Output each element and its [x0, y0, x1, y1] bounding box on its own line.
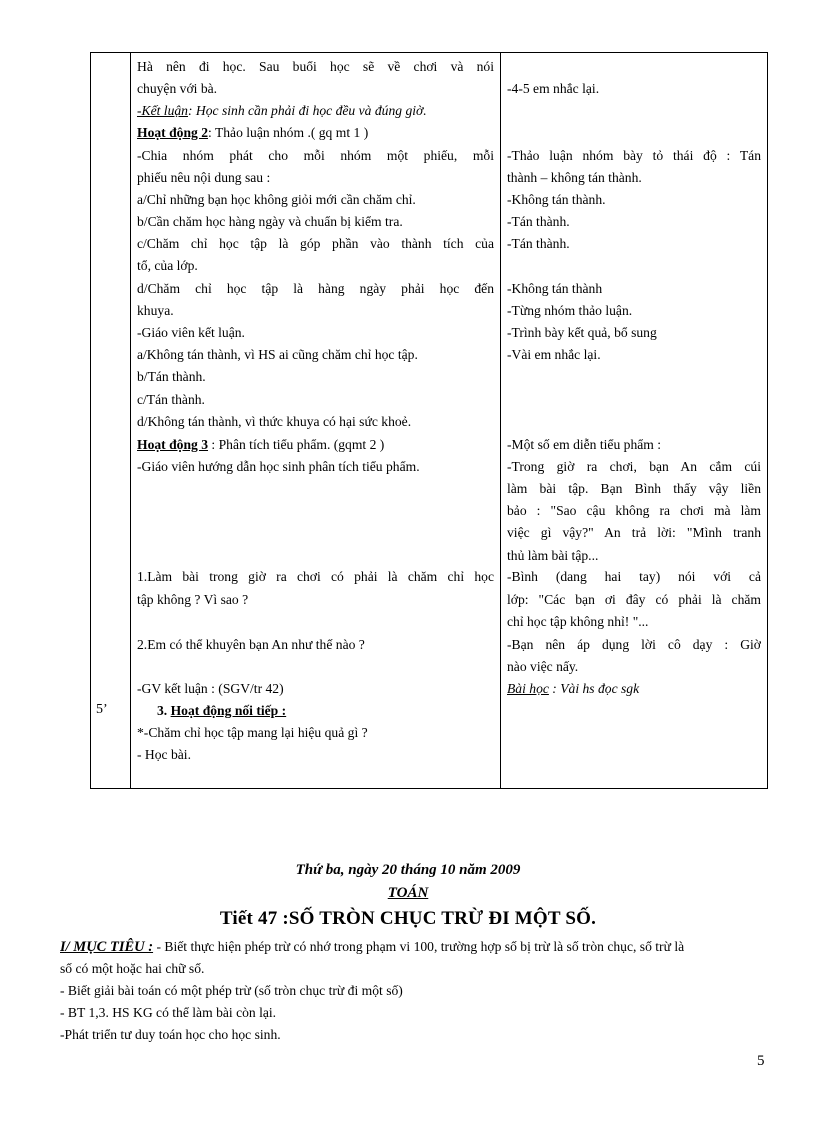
teacher-line: -Giáo viên kết luận. [137, 325, 245, 340]
objectives-label: I/ MỤC TIÊU : [60, 939, 154, 955]
student-line: -Trong giờ ra chơi, bạn An cắm cúi [507, 459, 761, 474]
student-line: thành – không tán thành. [507, 170, 642, 185]
activity-3-heading [137, 436, 494, 453]
lesson-summary-line [507, 680, 761, 697]
followup-heading [157, 702, 494, 719]
teacher-line: c/Tán thành. [137, 392, 205, 407]
followup-label: Hoạt động nối tiếp : [170, 703, 287, 718]
conclusion-text: : Học sinh cần phải đi học đều và đúng giờ. [187, 103, 427, 118]
student-line: -Một số em diễn tiểu phẩm : [507, 437, 662, 452]
student-line: -Từng nhóm thảo luận. [507, 303, 633, 318]
time-label: 5’ [96, 702, 108, 717]
objective-heading-line [60, 938, 766, 956]
activity-2-heading [137, 124, 494, 141]
teacher-line: a/Không tán thành, vì HS ai cũng chăm chỉ học tập. [137, 347, 418, 362]
student-line: chỉ học tập không nhỉ! "... [507, 614, 649, 629]
teacher-line: 2.Em có thể khuyên bạn An như thế nào ? [137, 637, 365, 652]
objective-line: - BT 1,3. HS KG có thể làm bài còn lại. [60, 1005, 277, 1020]
conclusion-label: -Kết luận [137, 103, 188, 118]
student-line: -Bình (dang hai tay) nói với cả [507, 569, 761, 584]
subject-heading: TOÁN [387, 885, 429, 901]
student-line: thủ làm bài tập... [507, 548, 599, 563]
objective-line: - Biết giải bài toán có một phép trừ (số tròn chục trừ đi một số) [60, 983, 403, 998]
teacher-line: -GV kết luận : (SGV/tr 42) [137, 681, 284, 696]
student-line: -Tán thành. [507, 214, 570, 229]
day-heading: Thứ ba, ngày 20 tháng 10 năm 2009 [295, 862, 521, 878]
student-line: -Trình bày kết quả, bổ sung [507, 325, 657, 340]
objective-text: - Biết thực hiện phép trừ có nhớ trong phạm vi 100, trường hợp số bị trừ là số tròn chục, số trừ là [153, 939, 685, 954]
student-line: nào việc nấy. [507, 659, 579, 674]
student-line: -Không tán thành. [507, 192, 606, 207]
student-line: -4-5 em nhắc lại. [507, 81, 600, 96]
student-line: -Không tán thành [507, 281, 603, 296]
teacher-line: 1.Làm bài trong giờ ra chơi có phải là chăm chỉ học [137, 569, 494, 584]
objective-line: -Phát triển tư duy toán học cho học sinh. [60, 1027, 281, 1042]
teacher-line: Hà nên đi học. Sau buổi học sẽ về chơi và nói [137, 59, 494, 74]
page-number: 5 [757, 1053, 765, 1069]
teacher-line: b/Tán thành. [137, 369, 206, 384]
activity-3-label: Hoạt động 3 [137, 437, 209, 452]
teacher-line: a/Chỉ những bạn học không giỏi mới cần chăm chỉ. [137, 192, 416, 207]
student-line: -Vài em nhắc lại. [507, 347, 601, 362]
teacher-activity-column [131, 53, 501, 788]
lesson-plan-table [90, 52, 768, 789]
teacher-line: b/Cần chăm học hàng ngày và chuẩn bị kiểm tra. [137, 214, 403, 229]
student-line: -Thảo luận nhóm bày tỏ thái độ : Tán [507, 148, 761, 163]
student-line: làm bài tập. Bạn Bình thấy vậy liền [507, 481, 761, 496]
teacher-line: - Học bài. [137, 747, 191, 762]
teacher-line: c/Chăm chỉ học tập là góp phần vào thành tích của [137, 236, 494, 251]
time-column [91, 53, 131, 788]
lesson-label: Bài học [507, 681, 549, 696]
teacher-line: tổ, của lớp. [137, 258, 198, 273]
objective-line: số có một hoặc hai chữ số. [60, 961, 205, 976]
teacher-line: tập không ? Vì sao ? [137, 592, 249, 607]
teacher-line: -Chia nhóm phát cho mỗi nhóm một phiếu, mỗi [137, 148, 494, 163]
lesson-title: Tiết 47 :SỐ TRÒN CHỤC TRỪ ĐI MỘT SỐ. [219, 908, 597, 929]
teacher-line: d/Không tán thành, vì thức khuya có hại sức khoẻ. [137, 414, 412, 429]
teacher-line: khuya. [137, 303, 174, 318]
student-line: -Bạn nên áp dụng lời cô dạy : Giờ [507, 637, 761, 652]
activity-3-text: : Phân tích tiểu phẩm. (gqmt 2 ) [208, 437, 385, 452]
teacher-line: chuyện với bà. [137, 81, 218, 96]
student-line: bảo : "Sao cậu không ra chơi mà làm [507, 503, 761, 518]
followup-number: 3. [157, 703, 168, 718]
activity-2-label: Hoạt động 2 [137, 125, 209, 140]
teacher-conclusion-line [137, 102, 494, 119]
student-activity-column [501, 53, 767, 788]
student-line: -Tán thành. [507, 236, 570, 251]
student-line: việc gì vậy?" An trả lời: "Mình tranh [507, 525, 761, 540]
teacher-line: -Giáo viên hướng dẫn học sinh phân tích tiểu phẩm. [137, 459, 420, 474]
teacher-line: d/Chăm chỉ học tập là hàng ngày phải học đến [137, 281, 494, 296]
teacher-line: phiếu nêu nội dung sau : [137, 170, 271, 185]
teacher-line: *-Chăm chỉ học tập mang lại hiệu quả gì ? [137, 725, 368, 740]
lesson-text: : Vài hs đọc sgk [548, 681, 640, 696]
student-line: lớp: "Các bạn ơi đây có phải là chăm [507, 592, 761, 607]
activity-2-text: : Thảo luận nhóm .( gq mt 1 ) [208, 125, 369, 140]
